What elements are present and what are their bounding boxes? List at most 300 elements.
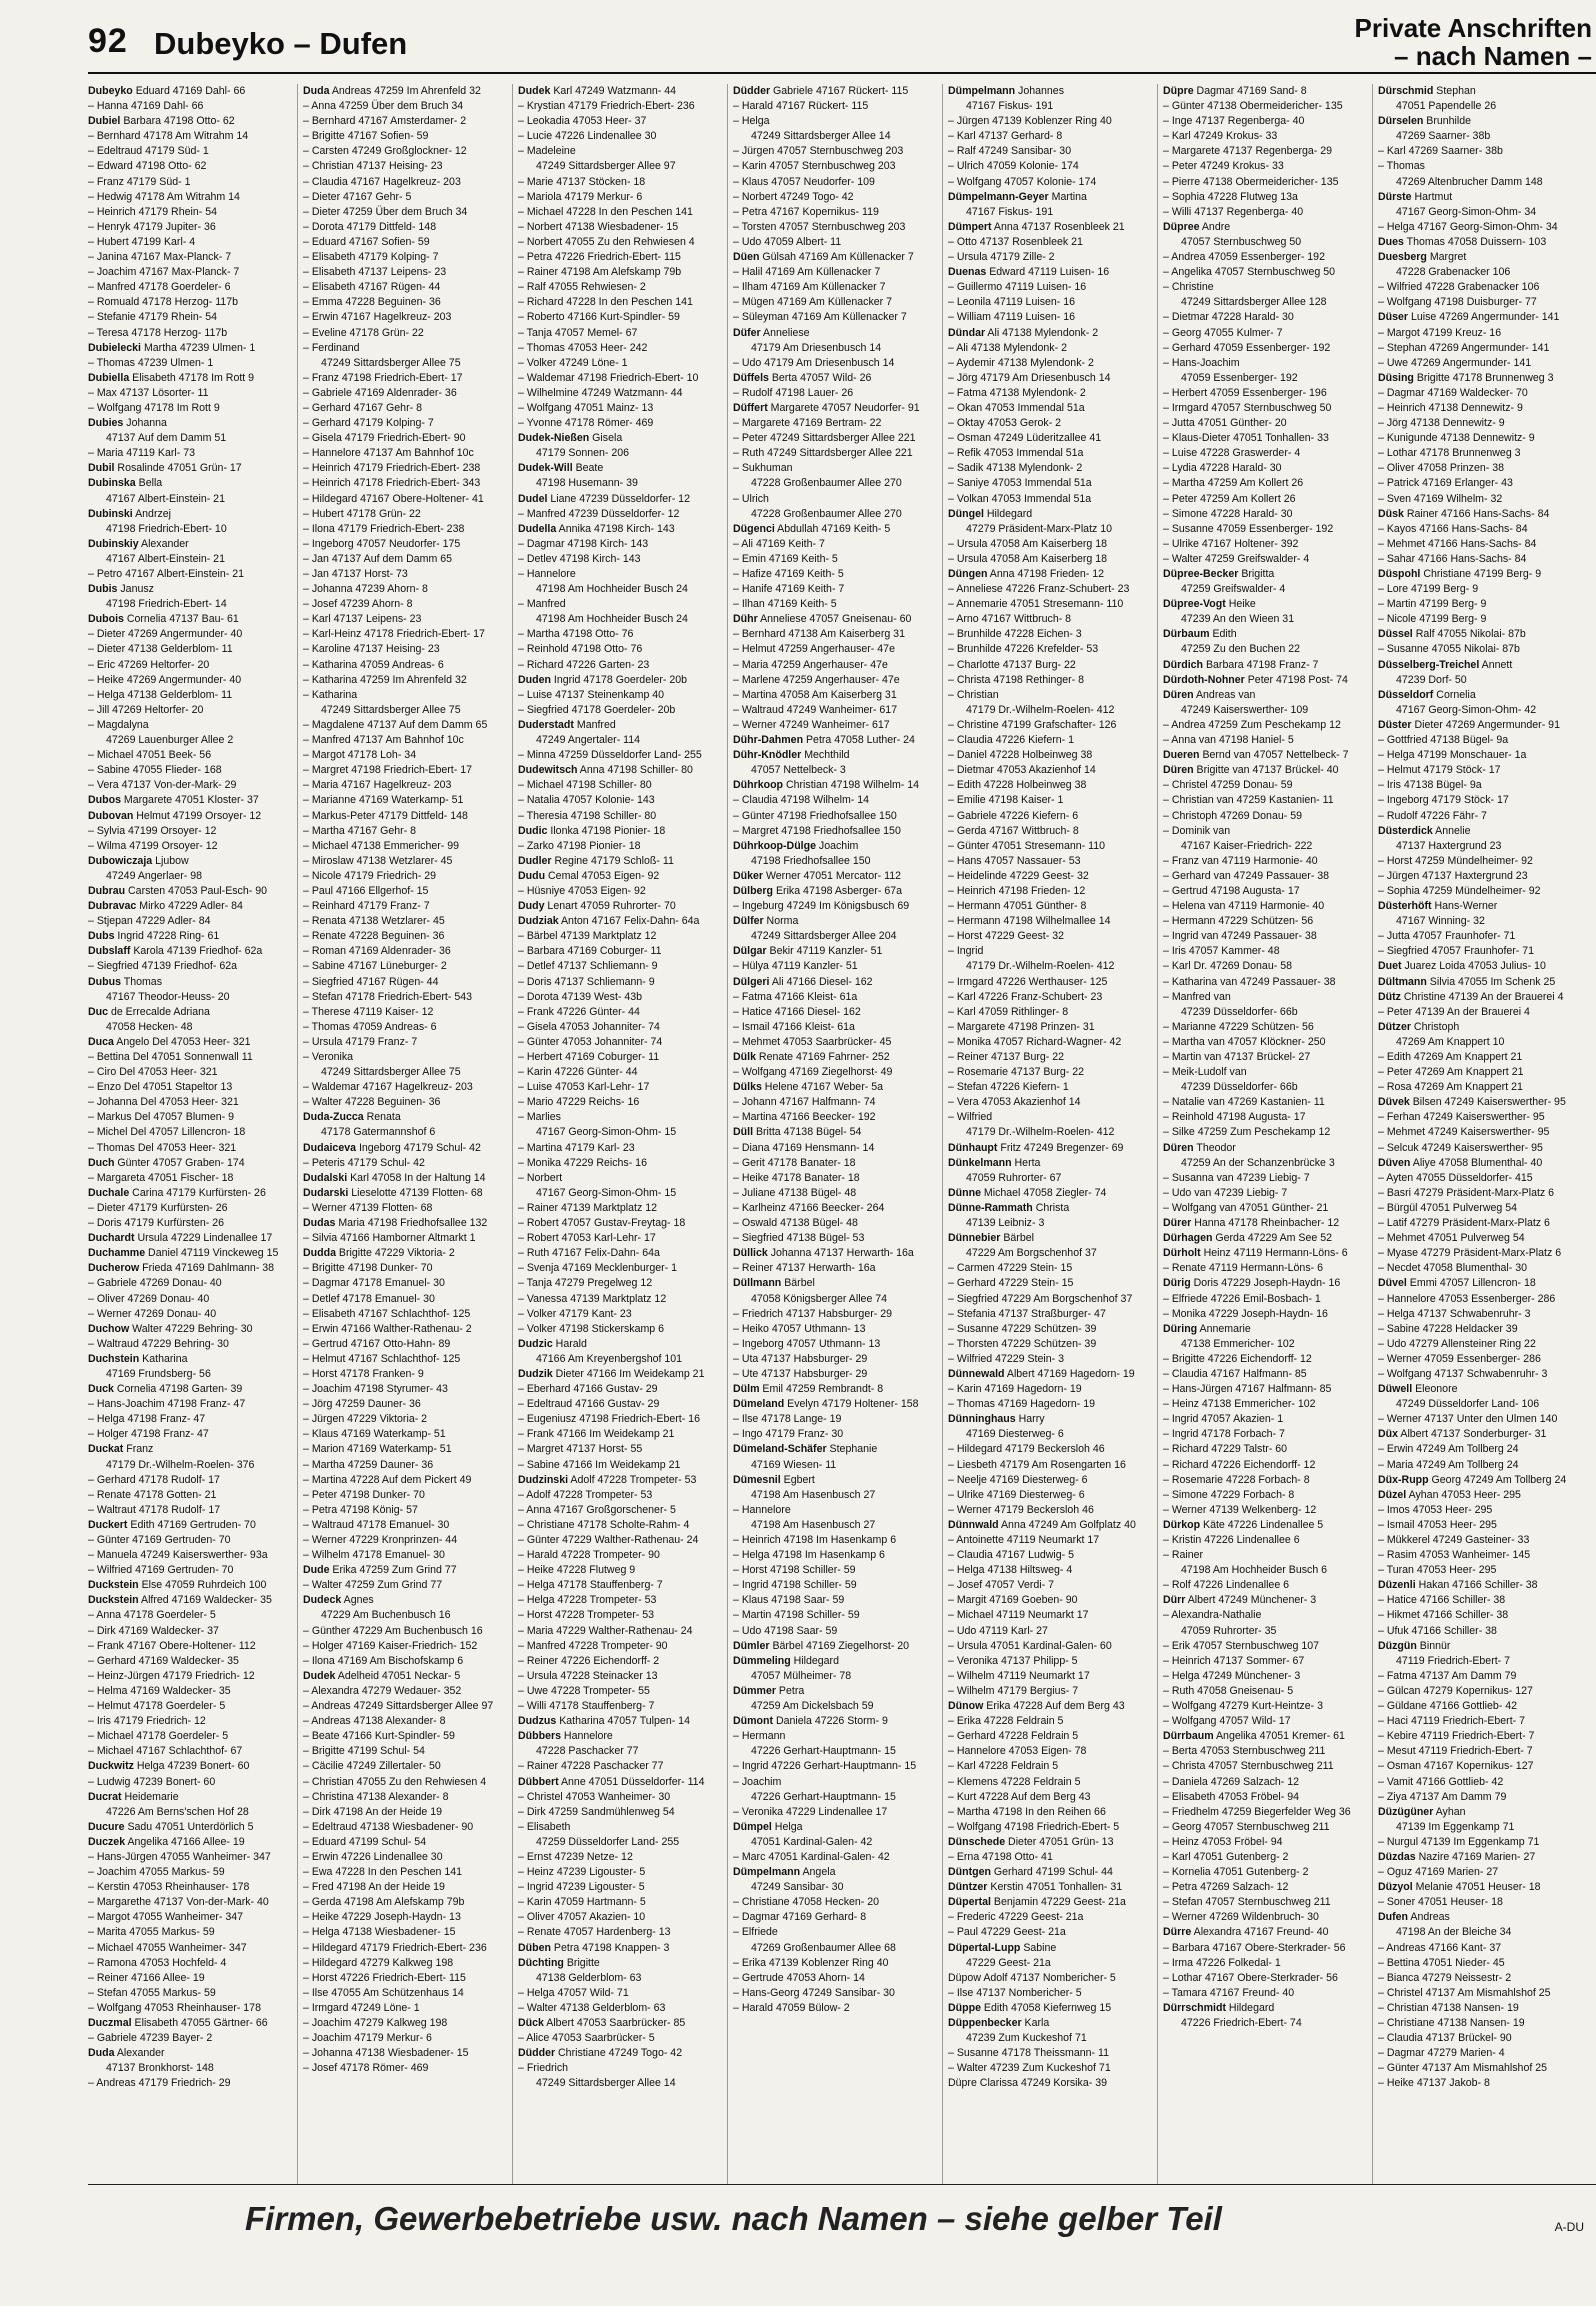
directory-entry-surname: Düzügüner Ayhan [1378,1805,1466,1818]
directory-entry: – Dominik van [1163,824,1231,837]
directory-entry: – Christian van 47259 Kastanien- 11 [1163,794,1334,807]
directory-entry: – Therese 47119 Kaiser- 12 [303,1005,434,1018]
directory-entry: – Jörg 47179 Am Driesenbusch 14 [948,371,1111,384]
directory-entry: – Heidelinde 47229 Geest- 32 [948,869,1089,882]
directory-entry: – Iris 47179 Friedrich- 12 [88,1715,206,1728]
directory-entry: – Vera 47137 Von-der-Mark- 29 [88,779,237,792]
directory-entry-surname: Dürr Albert 47249 Münchener- 3 [1163,1594,1317,1607]
directory-entry: – Josef 47239 Ahorn- 8 [303,598,413,611]
directory-entry: – Martha van 47057 Klöckner- 250 [1163,1035,1326,1048]
directory-entry: – Günter 47051 Stresemann- 110 [948,839,1106,852]
directory-entry: – Susanne 47055 Nikolai- 87b [1378,643,1520,656]
directory-entry: – Lothar 47178 Brunnenweg 3 [1378,447,1521,460]
directory-entry: – Turan 47053 Heer- 295 [1378,1564,1497,1577]
directory-entry-surname: Dübbert Anne 47051 Düsseldorfer- 114 [518,1775,705,1788]
directory-entry: – Wolfgang 47279 Kurt-Heintze- 3 [1163,1700,1323,1713]
directory-entry-surname: Düdder Christiane 47249 Togo- 42 [518,2047,683,2060]
directory-entry: – Richard 47229 Talstr- 60 [1163,1443,1288,1456]
directory-entry: – Monika 47229 Joseph-Haydn- 16 [1163,1307,1328,1320]
directory-entry: – Christiane 47178 Scholte-Rahm- 4 [518,1518,690,1531]
directory-entry: 47228 Großenbaumer Allee 270 [751,477,902,490]
directory-entry: – Helga 47138 Wiesbadener- 15 [303,1926,456,1939]
directory-entry-surname: Dudalski Karl 47058 In der Haltung 14 [303,1171,486,1184]
directory-entry: 47059 Essenberger- 192 [1181,371,1298,384]
directory-entry: – Thomas [1378,160,1425,173]
directory-entry: – Hannelore 47053 Eigen- 78 [948,1745,1087,1758]
directory-entry-surname: Dubowiczaja Ljubow [88,854,189,867]
directory-entry: 47198 Am Hochheider Busch 24 [536,583,688,596]
directory-entry: – Christa 47057 Sternbuschweg 211 [1163,1760,1334,1773]
directory-entry: – Heike 47229 Joseph-Haydn- 13 [303,1911,461,1924]
directory-entry: – Hannelore 47137 Am Bahnhof 10c [303,447,474,460]
directory-entry: – Helga 47138 Hiltsweg- 4 [948,1564,1073,1577]
directory-entry: – Reiner 47137 Herwarth- 16a [733,1262,876,1275]
directory-entry: – Daniel 47228 Holbeinweg 38 [948,749,1093,762]
directory-entry: – Richard 47226 Garten- 23 [518,658,650,671]
directory-entry: – Stefania 47137 Straßburger- 47 [948,1307,1106,1320]
directory-entry: – Meik-Ludolf van [1163,1066,1247,1079]
directory-entry: – Marianne 47229 Schützen- 56 [1163,1020,1314,1033]
directory-entry: – Ingeborg 47057 Uthmann- 13 [733,1337,881,1350]
directory-entry: 47198 Friedrich-Ebert- 14 [106,598,227,611]
directory-entry: – Klaus-Dieter 47051 Tonhallen- 33 [1163,432,1329,445]
directory-entry: – Anna van 47198 Haniel- 5 [1163,734,1294,747]
directory-entry: – Bettina Del 47051 Sonnenwall 11 [88,1051,253,1063]
directory-entry: – Hannelore [518,568,576,580]
directory-entry-surname: Dünne Michael 47058 Ziegler- 74 [948,1186,1107,1199]
directory-entry: – Hüsniye 47053 Eigen- 92 [518,884,646,897]
directory-entry: – Ismail 47053 Heer- 295 [1378,1518,1497,1531]
directory-entry-surname: Dümont Daniela 47226 Storm- 9 [733,1715,888,1728]
directory-entry-surname: Dünhaupt Fritz 47249 Bregenzer- 69 [948,1141,1124,1154]
directory-entry: – Ilham 47169 Am Küllenacker 7 [733,281,886,294]
directory-entry-surname: Dudaiceva Ingeborg 47179 Schul- 42 [303,1141,481,1154]
directory-entry: 47249 Sittardsberger Allee 75 [321,356,461,369]
directory-entry: – Stefan 47055 Markus- 59 [88,1986,216,1999]
directory-entry: – Manfred 47228 Trompeter- 90 [518,1639,668,1652]
directory-entry-surname: Dudzic Harald [518,1337,587,1350]
directory-entry-surname: Düsk Rainer 47166 Hans-Sachs- 84 [1378,507,1550,520]
directory-entry: – Willi 47178 Stauffenberg- 7 [518,1700,655,1713]
directory-entry: – Renata 47138 Wetzlarer- 45 [303,915,445,928]
directory-entry: – Erika 47139 Koblenzer Ring 40 [733,1956,889,1969]
directory-entry: – Richard 47226 Eichendorff- 12 [1163,1458,1316,1471]
directory-entry: – Jürgen 47057 Sternbuschweg 203 [733,145,904,158]
directory-entry: 47249 Sittardsberger Allee 14 [536,2077,676,2090]
directory-entry: 47167 Albert-Einstein- 21 [106,492,225,505]
directory-entry-surname: Ducherow Frieda 47169 Dahlmann- 38 [88,1262,275,1275]
column-divider [1372,84,1373,2184]
directory-entry: – Patrick 47169 Erlanger- 43 [1378,477,1513,490]
directory-entry: – Günter 47198 Friedhofsallee 150 [733,809,897,822]
directory-entry: – Thomas 47169 Hagedorn- 19 [948,1398,1096,1411]
directory-entry-surname: Dubrau Carsten 47053 Paul-Esch- 90 [88,884,267,897]
directory-entry: – Anna 47178 Goerdeler- 5 [88,1609,216,1622]
directory-entry: – Sabine 47167 Lüneburger- 2 [303,960,447,973]
directory-entry: – Franz 47198 Friedrich-Ebert- 17 [303,371,463,384]
directory-entry: 47167 Fiskus- 191 [966,100,1054,113]
directory-entry: – Kunigunde 47138 Dennewitz- 9 [1378,432,1535,445]
directory-entry: – Wilma 47199 Orsoyer- 12 [88,839,218,852]
directory-entry: – Ruth 47058 Gneisenau- 5 [1163,1684,1294,1697]
directory-entry-surname: Dubinska Bella [88,477,163,490]
directory-entry-surname: Düntzer Kerstin 47051 Tonhallen- 31 [948,1881,1123,1894]
directory-entry: – Karl-Heinz 47178 Friedrich-Ebert- 17 [303,628,485,641]
page-number: 92 [88,22,128,60]
directory-entry: 47249 Sittardsberger Allee 97 [536,160,676,173]
directory-entry: – Johann 47167 Halfmann- 74 [733,1096,876,1109]
directory-entry: – Christian 47137 Heising- 23 [303,160,443,173]
directory-entry: – Siegfried 47167 Rügen- 44 [303,975,439,988]
directory-entry: 47169 Wiesen- 11 [751,1458,837,1471]
directory-entry-surname: Dürschmid Stephan [1378,85,1476,97]
directory-entry: – Brunhilde 47226 Krefelder- 53 [948,643,1099,656]
directory-entry: – Reiner 47137 Burg- 22 [948,1051,1065,1063]
directory-entry: – Rudolf 47198 Lauer- 26 [733,386,854,399]
directory-entry: – Hildegard 47179 Friedrich-Ebert- 236 [303,1941,487,1954]
directory-entry: – Ilona 47169 Am Bischofskamp 6 [303,1654,464,1667]
directory-entry: – Peter 47259 Am Kollert 26 [1163,492,1296,505]
directory-entry: – Romuald 47178 Herzog- 117b [88,296,238,309]
section-title-line-1: Private Anschriften [1354,13,1592,43]
directory-entry: – Sadik 47138 Mylendonk- 2 [948,462,1083,475]
directory-entry: – Stephan 47269 Angermunder- 141 [1378,341,1550,354]
directory-entry: – Helga 47249 Münchener- 3 [1163,1669,1301,1682]
directory-entry: – Elisabeth 47137 Leipens- 23 [303,266,447,279]
directory-entry: 47166 Am Kreyenbergshof 101 [536,1352,683,1365]
directory-entry: – Jürgen 47139 Koblenzer Ring 40 [948,115,1112,128]
directory-entry: – Ufuk 47166 Schiller- 38 [1378,1624,1497,1637]
directory-entry: – Ilona 47179 Friedrich-Ebert- 238 [303,522,465,535]
directory-entry: – Michael 47051 Beek- 56 [88,749,212,762]
directory-entry: – Bernhard 47178 Am Witrahm 14 [88,130,249,143]
directory-entry: – Udo 47179 Am Driesenbusch 14 [733,356,895,369]
directory-entry: – Ismail 47166 Kleist- 61a [733,1020,855,1033]
directory-entry: – Karin 47057 Sternbuschweg 203 [733,160,896,173]
directory-entry: – Silke 47259 Zum Peschekamp 12 [1163,1126,1331,1139]
directory-entry: – Werner 47269 Donau- 40 [88,1307,217,1320]
directory-entry: – Oliver 47058 Prinzen- 38 [1378,462,1505,475]
directory-entry-surname: Dülm Emil 47259 Rembrandt- 8 [733,1383,884,1396]
directory-entry-surname: Düssel Ralf 47055 Nikolai- 87b [1378,628,1526,641]
directory-entry: 47167 Albert-Einstein- 21 [106,552,225,565]
directory-entry-surname: Düllick Johanna 47137 Herwarth- 16a [733,1247,914,1260]
directory-entry: – Monika 47229 Reichs- 16 [518,1156,647,1169]
directory-entry: – Gisela 47053 Johanniter- 74 [518,1020,660,1033]
directory-entry: – Juliane 47138 Bügel- 48 [733,1186,857,1199]
directory-entry: – Uwe 47269 Angermunder- 141 [1378,356,1532,369]
directory-entry: – Gerhard van 47249 Passauer- 38 [1163,869,1330,882]
directory-entry-surname: Duden Ingrid 47178 Goerdeler- 20b [518,673,688,686]
directory-entry: – Edith 47228 Holbeinweg 38 [948,779,1087,792]
directory-entry: – Osman 47249 Lüderitzallee 41 [948,432,1102,445]
directory-entry: – Waltraud 47229 Behring- 30 [88,1337,229,1350]
directory-entry: 47269 Am Knappert 10 [1396,1035,1505,1048]
directory-entry: – Madeleine [518,145,576,158]
directory-entry-surname: Dürbaum Edith [1163,628,1237,641]
directory-entry: – Heinz 47239 Ligouster- 5 [518,1866,646,1879]
directory-entry: – Markus-Peter 47179 Dittfeld- 148 [303,809,468,822]
directory-entry: – Wilfried [948,1111,993,1124]
directory-entry: – Christine 47199 Grafschafter- 126 [948,718,1117,731]
directory-entry: – Johanna 47138 Wiesbadener- 15 [303,2047,469,2060]
directory-entry: – Stefan 47057 Sternbuschweg 211 [1163,1896,1331,1909]
directory-entry: – Renate 47228 Beguinen- 36 [303,930,445,943]
directory-entry: – Dagmar 47169 Gerhard- 8 [733,1911,867,1924]
directory-entry-surname: Dubielecki Martha 47239 Ulmen- 1 [88,341,256,354]
directory-entry: – Heike 47137 Jakob- 8 [1378,2077,1490,2090]
directory-entry: – Jörg 47259 Dauner- 36 [303,1398,421,1411]
directory-entry: – Erika 47228 Feldrain 5 [948,1715,1064,1728]
directory-entry: – Gülcan 47279 Kopernikus- 127 [1378,1684,1533,1697]
directory-entry: – Theresia 47198 Schiller- 80 [518,809,657,822]
directory-entry: 47169 Diesterweg- 6 [966,1428,1064,1441]
directory-entry: – Eugeniusz 47198 Friedrich-Ebert- 16 [518,1413,700,1426]
directory-entry: – Thomas 47059 Andreas- 6 [303,1020,437,1033]
directory-entry-surname: Dürholt Heinz 47119 Hermann-Löns- 6 [1163,1247,1348,1260]
directory-entry: – Josef 47178 Römer- 469 [303,2062,429,2075]
directory-entry: – Maria 47119 Karl- 73 [88,447,195,460]
directory-entry: 47228 Großenbaumer Allee 270 [751,507,902,520]
directory-entry: – Fatma 47166 Kleist- 61a [733,990,858,1003]
directory-entry: 47179 Dr.-Wilhelm-Roelen- 412 [966,1126,1115,1139]
directory-entry: – Iris 47057 Kammer- 48 [1163,945,1280,958]
directory-entry: – Karin 47059 Hartmann- 5 [518,1896,646,1909]
directory-entry: 47259 Düsseldorfer Land- 255 [536,1835,680,1848]
directory-entry: – Aydemir 47138 Mylendonk- 2 [948,356,1094,369]
directory-entry: – Jürgen 47137 Haxtergrund 23 [1378,869,1528,882]
directory-entry: – Robert 47053 Karl-Lehr- 17 [518,1232,656,1245]
directory-entry-surname: Dubs Ingrid 47228 Ring- 61 [88,930,220,943]
directory-entry: – Janina 47167 Max-Planck- 7 [88,251,232,264]
directory-entry: – Dirk 47198 An der Heide 19 [303,1805,442,1818]
directory-entry-surname: Duet Juarez Loida 47053 Julius- 10 [1378,960,1546,973]
directory-entry: – Udo 47059 Albert- 11 [733,235,842,248]
directory-entry: – Katharina 47259 Im Ahrenfeld 32 [303,673,467,686]
directory-entry: – Helena van 47119 Harmonie- 40 [1163,900,1325,913]
directory-entry-surname: Duchale Carina 47179 Kurfürsten- 26 [88,1186,266,1199]
directory-entry: – Paul 47166 Ellgerhof- 15 [303,884,429,897]
directory-entry: – Walter 47259 Zum Grind 77 [303,1579,443,1592]
directory-entry: – Friedrich 47137 Habsburger- 29 [733,1307,892,1320]
directory-entry: – Sukhuman [733,462,793,475]
directory-entry: – Herbert 47169 Coburger- 11 [518,1051,660,1063]
directory-entry: 47178 Gatermannshof 6 [321,1126,436,1139]
directory-entry: – Ruth 47167 Felix-Dahn- 64a [518,1247,660,1260]
directory-entry-surname: Duckwitz Helga 47239 Bonert- 60 [88,1760,250,1773]
directory-entry-surname: Düster Dieter 47269 Angermunder- 91 [1378,718,1560,731]
directory-entry: – Dagmar 47178 Emanuel- 30 [303,1277,445,1290]
directory-entry: – Veronika 47137 Philipp- 5 [948,1654,1078,1667]
directory-entry-surname: Dülberg Erika 47198 Asberger- 67a [733,884,903,897]
directory-entry-surname: Düchting Brigitte [518,1956,600,1969]
directory-entry-surname: Dülk Renate 47169 Fahrner- 252 [733,1051,890,1063]
directory-entry: – Heike 47178 Banater- 18 [733,1171,860,1184]
directory-entry-surname: Dudek Adelheid 47051 Neckar- 5 [303,1669,461,1682]
directory-entry: – Simone 47228 Harald- 30 [1163,507,1293,520]
directory-entry-surname: Dülks Helene 47167 Weber- 5a [733,1081,883,1094]
directory-entry: – Udo 47119 Karl- 27 [948,1624,1048,1637]
directory-entry: 47059 Ruhrorter- 35 [1181,1624,1277,1637]
directory-entry: – Manfred [518,598,566,611]
directory-entry: – Ulrike 47169 Diesterweg- 6 [948,1488,1085,1501]
directory-entry: – Susanne 47059 Essenberger- 192 [1163,522,1334,535]
directory-entry: – Frank 47167 Obere-Holtener- 112 [88,1639,256,1652]
directory-entry: 47051 Kardinal-Galen- 42 [751,1835,873,1848]
directory-entry-surname: Duesberg Margret [1378,251,1467,264]
directory-entry: – Stefan 47178 Friedrich-Ebert- 543 [303,990,473,1003]
directory-entry: – Elfriede 47226 Emil-Bosbach- 1 [1163,1292,1321,1305]
directory-entry: – Veronika [303,1051,354,1063]
directory-entry-surname: Dünnwald Anna 47249 Am Golfplatz 40 [948,1518,1136,1531]
directory-entry: – Reinhard 47179 Franz- 7 [303,900,430,913]
directory-entry: – Ilhan 47169 Keith- 5 [733,598,837,611]
directory-entry: – Heinrich 47138 Dennewitz- 9 [1378,401,1523,414]
directory-entry-surname: Dudas Maria 47198 Friedhofsallee 132 [303,1217,488,1230]
directory-column [733,84,937,2184]
directory-entry: – Simone 47229 Forbach- 8 [1163,1488,1295,1501]
directory-entry: – Dirk 47169 Waldecker- 37 [88,1624,219,1637]
directory-entry: – Kristin 47226 Lindenallee 6 [1163,1534,1300,1546]
directory-entry: – Hans-Georg 47249 Sansibar- 30 [733,1986,895,1999]
directory-entry: 47167 Georg-Simon-Ohm- 15 [536,1126,677,1139]
directory-entry: – Stefanie 47179 Rhein- 54 [88,311,217,324]
directory-entry: – Bärbel 47139 Marktplatz 12 [518,930,657,943]
directory-entry: – Klemens 47228 Feldrain 5 [948,1775,1081,1788]
directory-entry: – Hildegard 47179 Beckersloh 46 [948,1443,1105,1456]
directory-entry-surname: Dübbers Hannelore [518,1730,613,1743]
directory-entry: – Wilfried 47228 Grabenacker 106 [1378,281,1540,294]
directory-entry: – Helga 47228 Trompeter- 53 [518,1594,657,1607]
directory-entry: – Karl 47228 Feldrain 5 [948,1760,1059,1773]
directory-entry: – Werner 47249 Wanheimer- 617 [733,718,890,731]
directory-entry: – Volker 47179 Kant- 23 [518,1307,632,1320]
directory-entry: – Natalia 47057 Kolonie- 143 [518,794,655,807]
directory-entry: – Angelika 47057 Sternbuschweg 50 [1163,266,1335,279]
directory-entry: – Margarete 47198 Prinzen- 31 [948,1020,1095,1033]
directory-entry: – Margarethe 47137 Von-der-Mark- 40 [88,1896,269,1909]
directory-entry: 47198 Friedhofsallee 150 [751,854,871,867]
directory-entry: – Tanja 47279 Pregelweg 12 [518,1277,653,1290]
directory-entry-surname: Dufen Andreas [1378,1911,1450,1924]
directory-entry: – Peter 47139 An der Brauerei 4 [1378,1005,1530,1018]
directory-entry: – Margot 47055 Wanheimer- 347 [88,1911,244,1924]
directory-entry: – Joachim [733,1775,782,1788]
directory-entry: 47179 Am Driesenbusch 14 [751,341,882,354]
directory-entry: Düpow Adolf 47137 Nombericher- 5 [948,1971,1116,1984]
directory-entry-surname: Dürer Hanna 47178 Rheinbacher- 12 [1163,1217,1340,1230]
directory-entry-surname: Duckert Edith 47169 Gertruden- 70 [88,1518,256,1531]
directory-entry: – Lucie 47226 Lindenallee 30 [518,130,657,143]
directory-entry: – Manuela 47249 Kaiserswerther- 93a [88,1549,268,1562]
directory-entry: – Tanja 47057 Memel- 67 [518,326,638,339]
directory-entry: – Michel Del 47057 Lillencron- 18 [88,1126,246,1139]
directory-entry: – Christel 47259 Donau- 59 [1163,779,1293,792]
directory-entry: – Erwin 47249 Am Tollberg 24 [1378,1443,1519,1456]
directory-entry-surname: Duc de Errecalde Adriana [88,1005,210,1018]
directory-entry-surname: Dügenci Abdullah 47169 Keith- 5 [733,522,891,535]
directory-entry: – Leokadia 47053 Heer- 37 [518,115,647,128]
directory-entry: – Joachim 47198 Styrumer- 43 [303,1383,448,1396]
directory-entry: – Georg 47057 Sternbuschweg 211 [1163,1820,1330,1833]
directory-entry: – Sven 47169 Wilhelm- 32 [1378,492,1503,505]
column-divider [727,84,728,2184]
directory-entry-surname: Dürselen Brunhilde [1378,115,1472,128]
directory-entry: – Günter 47138 Obermeidericher- 135 [1163,100,1343,113]
directory-entry-surname: Duda Andreas 47259 Im Ahrenfeld 32 [303,85,481,97]
directory-entry-surname: Dubslaff Karola 47139 Friedhof- 62a [88,945,263,958]
directory-entry: – Petra 47198 König- 57 [303,1503,418,1516]
directory-entry: – Wilhelm 47179 Bergius- 7 [948,1684,1079,1697]
directory-entry: – Willi 47137 Regenberga- 40 [1163,205,1304,218]
directory-entry: – Elisabeth 47053 Fröbel- 94 [1163,1790,1300,1803]
column-divider [942,84,943,2184]
directory-entry: – Rosemarie 47137 Burg- 22 [948,1066,1085,1079]
directory-entry: – Ludwig 47239 Bonert- 60 [88,1775,216,1788]
directory-entry: – Beate 47166 Kurt-Spindler- 59 [303,1730,455,1743]
directory-entry-surname: Düzel Ayhan 47053 Heer- 295 [1378,1488,1521,1501]
directory-entry: – Franz 47179 Süd- 1 [88,175,191,188]
directory-entry: – Oguz 47169 Marien- 27 [1378,1866,1499,1879]
directory-entry-surname: Dubil Rosalinde 47051 Grün- 17 [88,462,242,475]
directory-column [303,84,507,2184]
directory-entry-surname: Dubiel Barbara 47198 Otto- 62 [88,115,235,128]
directory-entry: – Heinrich 47179 Friedrich-Ebert- 238 [303,462,481,475]
directory-entry-surname: Dühr-Dahmen Petra 47058 Luther- 24 [733,734,915,747]
directory-entry-surname: Dürig Doris 47229 Joseph-Haydn- 16 [1163,1277,1341,1290]
directory-entry: – Mehmet 47249 Kaiserswerther- 95 [1378,1126,1550,1139]
directory-entry: – Ursula 47179 Franz- 7 [303,1035,418,1048]
directory-entry: 47226 Gerhart-Hauptmann- 15 [751,1745,896,1758]
directory-entry: 47239 Zum Kuckeshof 71 [966,2032,1087,2045]
directory-entry: – Udo van 47239 Liebig- 7 [1163,1186,1288,1199]
directory-entry: – Mehmet 47051 Pulverweg 54 [1378,1232,1525,1245]
directory-entry: 47198 Am Hochheider Busch 24 [536,613,688,626]
directory-entry-surname: Düngel Hildegard [948,507,1033,520]
directory-entry: – Helmut 47179 Stöck- 17 [1378,764,1501,777]
directory-entry: – Myase 47279 Präsident-Marx-Platz 6 [1378,1247,1562,1260]
directory-entry: – Helga 47199 Monschauer- 1a [1378,749,1527,762]
directory-entry-surname: Düvek Bilsen 47249 Kaiserswerther- 95 [1378,1096,1566,1109]
directory-entry-surname: Düppe Edith 47058 Kiefernweg 15 [948,2001,1112,2014]
directory-entry: – Ralf 47055 Rehwiesen- 2 [518,281,646,294]
directory-entry: – Carsten 47249 Großglockner- 12 [303,145,467,158]
directory-entry-surname: Dudu Cemal 47053 Eigen- 92 [518,869,660,882]
directory-entry-surname: Dubinski Andrzej [88,507,172,520]
directory-entry: – Brigitte 47199 Schul- 54 [303,1745,425,1758]
directory-entry: – Volkan 47053 Immendal 51a [948,492,1092,505]
directory-entry: – Haci 47119 Friedrich-Ebert- 7 [1378,1715,1526,1728]
directory-entry: – Nicole 47179 Friedrich- 29 [303,869,437,882]
directory-entry: – Karl 47269 Saarner- 38b [1378,145,1503,158]
directory-entry: – Güldane 47166 Gottlieb- 42 [1378,1700,1517,1713]
directory-entry: 47179 Dr.-Wilhelm-Roelen- 376 [106,1458,255,1471]
directory-entry: 47059 Ruhrorter- 67 [966,1171,1062,1184]
directory-entry: – Soner 47051 Heuser- 18 [1378,1896,1503,1909]
directory-entry: – Yvonne 47178 Römer- 469 [518,417,654,430]
directory-entry: – Halil 47169 Am Küllenacker 7 [733,266,881,279]
directory-entry: 47167 Theodor-Heuss- 20 [106,990,230,1003]
directory-entry: – Imos 47053 Heer- 295 [1378,1503,1493,1516]
directory-entry: 47167 Georg-Simon-Ohm- 42 [1396,703,1537,716]
directory-entry: – Jan 47137 Horst- 73 [303,568,408,580]
page-title: Dubeyko – Dufen [154,26,408,61]
directory-entry: – Hannelore [733,1503,791,1516]
directory-entry: – Katharina [303,688,358,701]
directory-entry: 47249 Sittardsberger Allee 14 [751,130,891,143]
directory-entry: – Erwin 47226 Lindenallee 30 [303,1850,443,1863]
directory-entry: – Helmut 47167 Schlachthof- 125 [303,1352,461,1365]
